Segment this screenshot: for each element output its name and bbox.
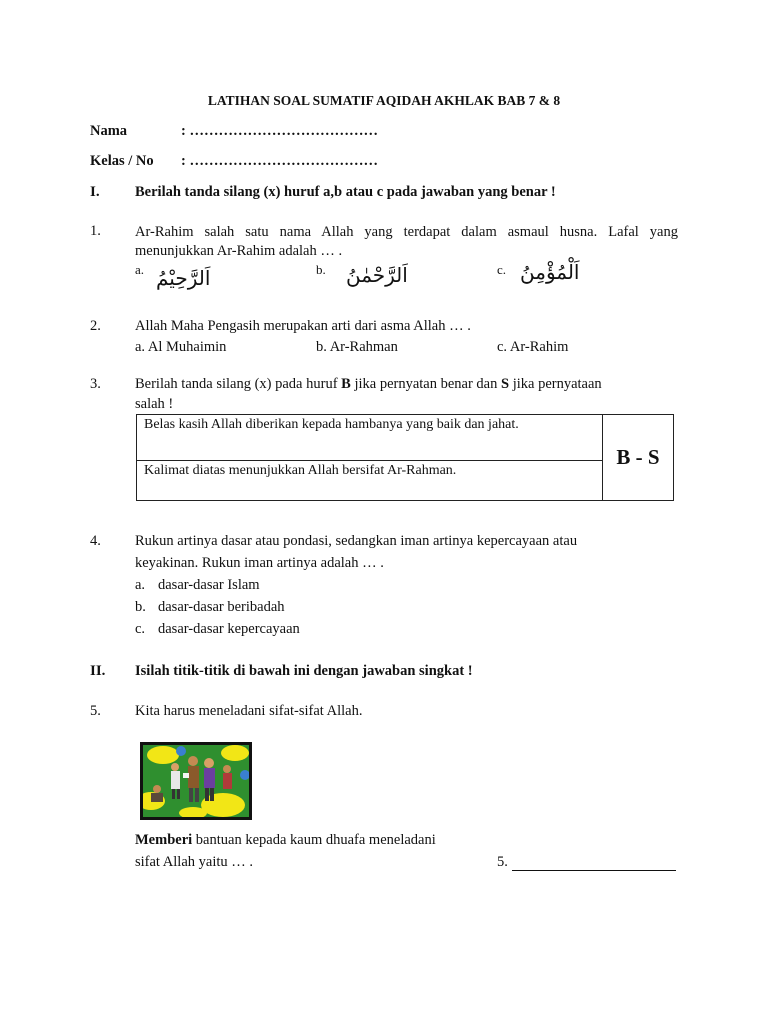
question-3-text: Berilah tanda silang (x) pada huruf B jika pernyatan benar dan S jika pernyataan — [135, 376, 602, 392]
question-3-text-line2: salah ! — [135, 396, 174, 412]
q1-option-a-arabic: اَلرَّحِيْمُ — [156, 266, 211, 290]
kelas-label: Kelas / No — [90, 153, 154, 169]
section-1-instruction: Berilah tanda silang (x) huruf a,b atau c pada jawaban yang benar ! — [135, 184, 556, 200]
section-1-number: I. — [90, 184, 100, 200]
answer-5-blank[interactable] — [512, 870, 676, 871]
section-2-number: II. — [90, 663, 106, 679]
question-4-line2: keyakinan. Rukun iman artinya adalah … . — [135, 555, 384, 571]
question-2-number: 2. — [90, 318, 101, 334]
q2-option-b[interactable]: b. Ar-Rahman — [316, 339, 398, 355]
q4-option-c-text: dasar-dasar kepercayaan — [158, 621, 300, 637]
q4-option-a-text: dasar-dasar Islam — [158, 577, 260, 593]
kelas-field[interactable]: : ………………………………… — [181, 153, 378, 169]
question-3-number: 3. — [90, 376, 101, 392]
q4-option-c-letter[interactable]: c. — [135, 621, 146, 637]
nama-label: Nama — [90, 123, 128, 139]
question-5-number: 5. — [90, 703, 101, 719]
q1-option-c-arabic: اَلْمُؤْمِنُ — [520, 260, 580, 284]
q1-option-b-arabic: اَلرَّحْمٰنُ — [346, 263, 408, 287]
q1-option-a-letter[interactable]: a. — [135, 262, 145, 277]
q4-option-b-letter[interactable]: b. — [135, 599, 146, 615]
question-1-text: Ar-Rahim salah satu nama Allah yang terdapat dalam asmaul husna. Lafal yang menunjukkan Ar-Rahim adalah … . — [135, 224, 678, 259]
question-4-line1: Rukun artinya dasar atau pondasi, sedangkan iman artinya kepercayaan atau — [135, 533, 578, 549]
statement-1: Belas kasih Allah diberikan kepada hambanya yang baik dan jahat. — [137, 415, 603, 461]
q2-option-a[interactable]: a. Al Muhaimin — [135, 339, 227, 355]
section-2-instruction: Isilah titik-titik di bawah ini dengan jawaban singkat ! — [135, 663, 473, 679]
question-1-number: 1. — [90, 223, 101, 239]
question-5-line1: Memberi bantuan kepada kaum dhuafa meneladani — [135, 832, 436, 848]
question-4-number: 4. — [90, 533, 101, 549]
answer-5-label: 5. — [497, 854, 508, 870]
bs-choice[interactable]: B - S — [603, 415, 674, 501]
true-false-table — [136, 414, 674, 501]
charity-illustration — [140, 742, 252, 820]
q1-option-b-letter[interactable]: b. — [316, 262, 326, 277]
question-5-line2: sifat Allah yaitu … . — [135, 854, 253, 870]
question-5-text: Kita harus meneladani sifat-sifat Allah. — [135, 703, 363, 719]
q4-option-a-letter[interactable]: a. — [135, 577, 146, 593]
q4-option-b-text: dasar-dasar beribadah — [158, 599, 285, 615]
q2-option-c[interactable]: c. Ar-Rahim — [497, 339, 569, 355]
page-title: LATIHAN SOAL SUMATIF AQIDAH AKHLAK BAB 7 & 8 — [207, 93, 561, 108]
question-2-text: Allah Maha Pengasih merupakan arti dari asma Allah … . — [135, 318, 471, 334]
q1-option-c-letter[interactable]: c. — [497, 262, 507, 277]
nama-field[interactable]: : ………………………………… — [181, 123, 378, 139]
statement-2: Kalimat diatas menunjukkan Allah bersifat Ar-Rahman. — [137, 461, 603, 501]
